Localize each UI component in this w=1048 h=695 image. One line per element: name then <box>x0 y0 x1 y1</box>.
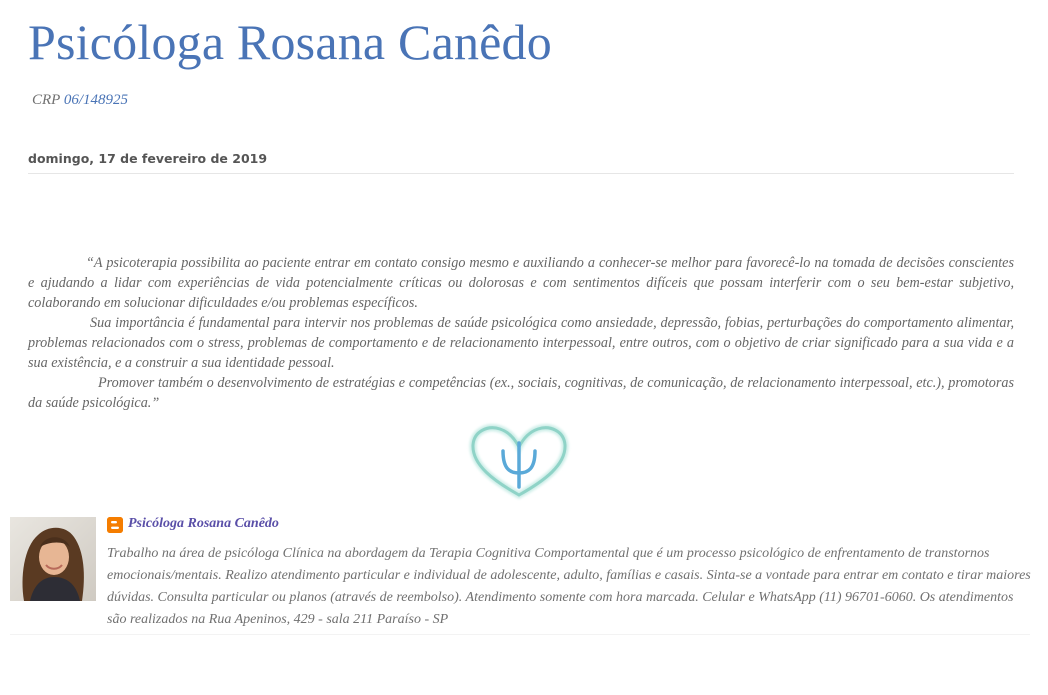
author-profile-link[interactable]: Psicóloga Rosana Canêdo <box>128 516 279 531</box>
post-paragraph: Promover também o desenvolvimento de estratégias e competências (ex., sociais, cognitivas, de comunicação, de relacionamento interpessoal, etc.), promotoras da saúde psicológica.” <box>28 375 1014 411</box>
heart-psi-logo-icon <box>464 421 574 501</box>
post-body <box>28 253 1014 413</box>
post-paragraph: “A psicoterapia possibilita ao paciente entrar em contato consigo mesmo e auxiliando a conhecer-se melhor para favorecê-lo na tomada de decisões conscientes e ajudando a lidar com experiências de vida potencialmente críticas ou dolorosas e com sentimentos difíceis que possam interferir com o seu bem-estar subjetivo, colaborando em solucionar dificuldades e/ou problemas específicos. <box>28 255 1014 311</box>
author-avatar[interactable] <box>10 517 96 601</box>
date-divider <box>28 173 1014 174</box>
footer-divider <box>10 634 1030 635</box>
blog-subtitle <box>32 92 128 109</box>
crp-number: 06/148925 <box>63 92 128 108</box>
blog-title[interactable]: Psicóloga Rosana Canêdo <box>28 14 552 70</box>
post-date-header: domingo, 17 de fevereiro de 2019 <box>28 151 268 166</box>
post-paragraph: Sua importância é fundamental para intervir nos problemas de saúde psicológica como ansiedade, depressão, fobias, perturbações do comportamento alimentar, problemas relacionados com o stress, problemas de comportamento e de relacionamento interpessoal, entre outros, com o objetivo de criar significado para a sua vida e a sua existência, e a construir a sua identidade pessoal. <box>28 315 1014 371</box>
crp-label: CRP <box>32 92 64 108</box>
blogger-icon <box>107 517 123 533</box>
author-bio: Trabalho na área de psicóloga Clínica na abordagem da Terapia Cognitiva Comportamental que é um processo psicológico de enfrentamento de transtornos emocionais/mentais. Realizo atendimento particular e individual de adolescente, adulto, famílias e casais. Sinta-se a vontade para entrar em contato e tirar maiores dúvidas. Consulta particular ou planos (através de reembolso). Atendimento somente com hora marcada. Celular e WhatsApp (11) 96701-6060. Os atendimentos são realizados na Rua Apeninos, 429 - sala 211 Paraíso - SP <box>107 546 1031 627</box>
